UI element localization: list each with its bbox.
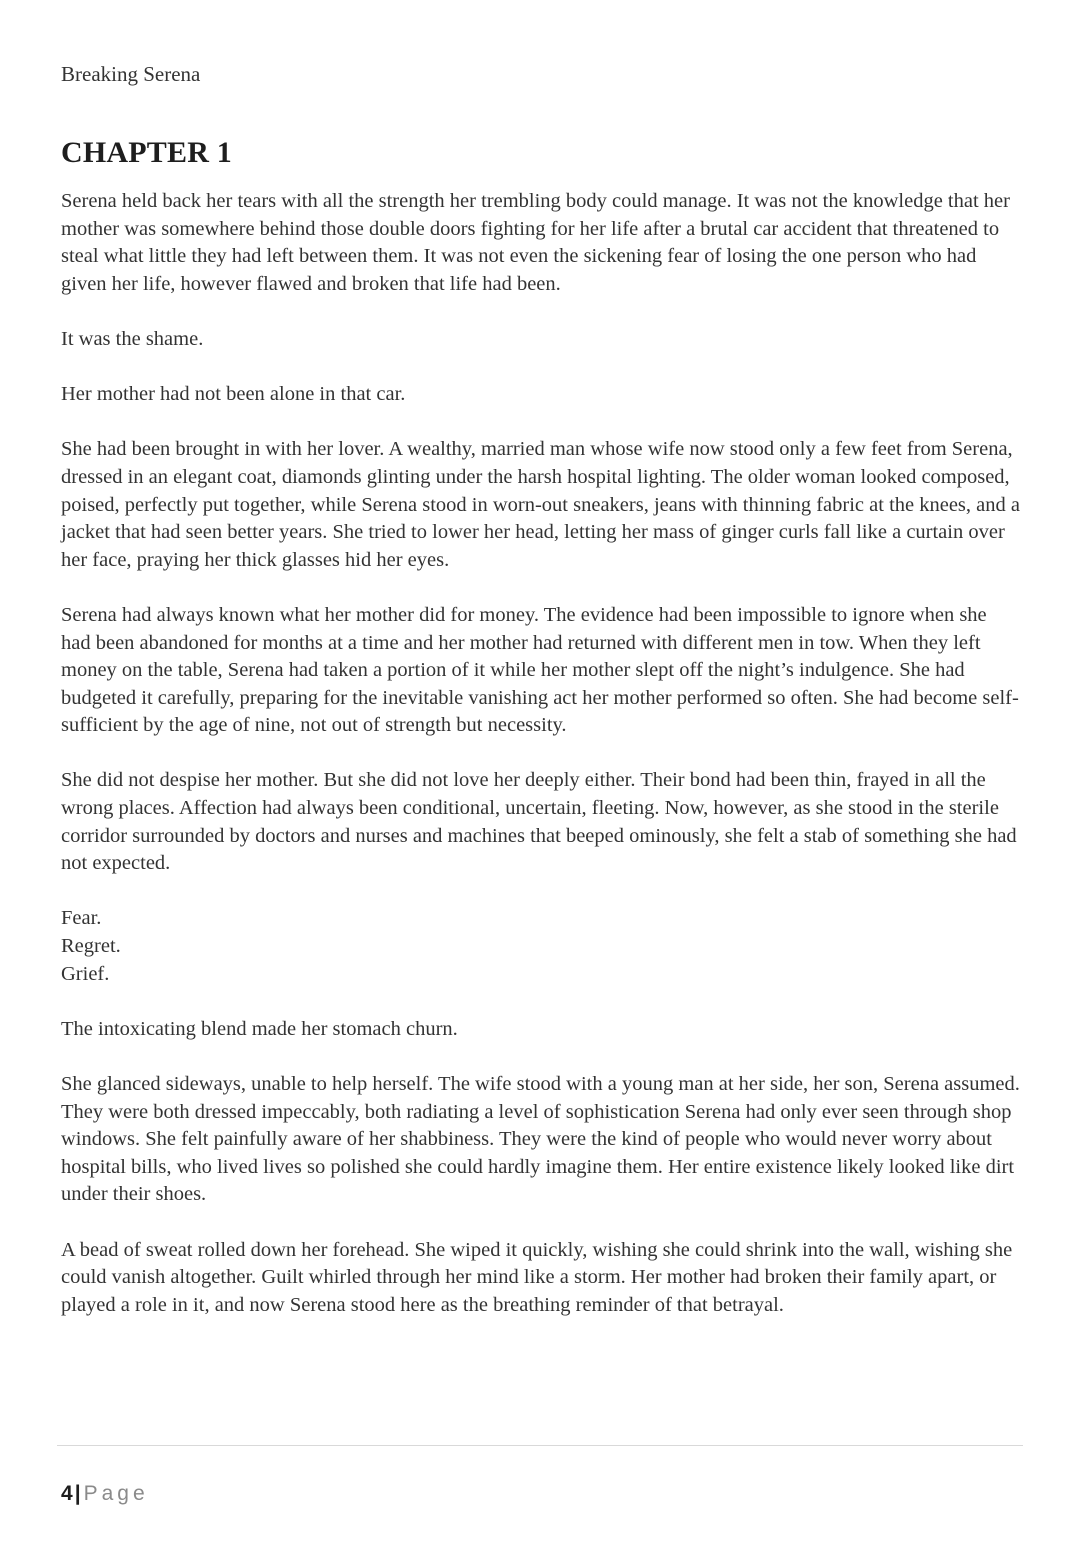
emotion-line: Grief. [61, 962, 110, 985]
page-footer [61, 1482, 149, 1506]
chapter-title: CHAPTER 1 [61, 136, 232, 169]
paragraph: Serena held back her tears with all the strength her trembling body could manage. It was not the knowledge that her mother was somewhere behind those double doors fighting for her life after a brutal car accident that threatened to steal what little they had left between them. It was not even the sickening fear of losing the one person who had given her life, however flawed and broken that life had been. [61, 190, 1010, 295]
chapter-body [61, 188, 1021, 1347]
paragraph: A bead of sweat rolled down her forehead. She wiped it quickly, wishing she could shrink into the wall, wishing she could vanish altogether. Guilt whirled through her mind like a storm. Her mother had broken their family apart, or played a role in it, and now Serena stood here as the breathing reminder of that betrayal. [61, 1238, 1013, 1316]
emotion-line: Regret. [61, 935, 121, 958]
paragraph: She did not despise her mother. But she did not love her deeply either. Their bond had been thin, frayed in all the wrong places. Affection had always been conditional, uncertain, fleeting. Now, however, as she stood in the sterile corridor surrounded by doctors and nurses and machines that beeped ominously, she felt a stab of something she had not expected. [61, 769, 1017, 875]
emotion-list [61, 905, 1021, 988]
running-header: Breaking Serena [61, 62, 201, 86]
paragraph: The intoxicating blend made her stomach churn. [61, 1017, 458, 1040]
paragraph: It was the shame. [61, 327, 204, 350]
footer-divider [57, 1445, 1023, 1446]
page-number: 4 [61, 1482, 73, 1505]
paragraph: Serena had always known what her mother did for money. The evidence had been impossible to ignore when she had been abandoned for months at a time and her mother had returned with different men in tow. When they left money on the table, Serena had taken a portion of it while her mother slept off the night’s indulgence. She had budgeted it carefully, preparing for the inevitable vanishing act her mother performed so often. She had become self-sufficient by the age of nine, not out of strength but necessity. [61, 603, 1019, 737]
page-label: Page [83, 1482, 149, 1505]
paragraph: She glanced sideways, unable to help herself. The wife stood with a young man at her side, her son, Serena assumed. They were both dressed impeccably, both radiating a level of sophistication Serena had only ever seen through shop windows. She felt painfully aware of her shabbiness. They were the kind of people who would never worry about hospital bills, who lived lives so polished she could hardly imagine them. Her entire existence likely looked like dirt under their shoes. [61, 1073, 1020, 1206]
paragraph: She had been brought in with her lover. A wealthy, married man whose wife now stood only a few feet from Serena, dressed in an elegant coat, diamonds glinting under the harsh hospital lighting. The older woman looked composed, poised, perfectly put together, while Serena stood in worn-out sneakers, jeans with thinning fabric at the knees, and a jacket that had seen better years. She tried to lower her head, letting her mass of ginger curls fall like a curtain over her face, praying her thick glasses hid her eyes. [61, 438, 1020, 571]
page-separator: | [74, 1482, 81, 1505]
paragraph: Her mother had not been alone in that car. [61, 383, 406, 406]
emotion-line: Fear. [61, 907, 102, 930]
